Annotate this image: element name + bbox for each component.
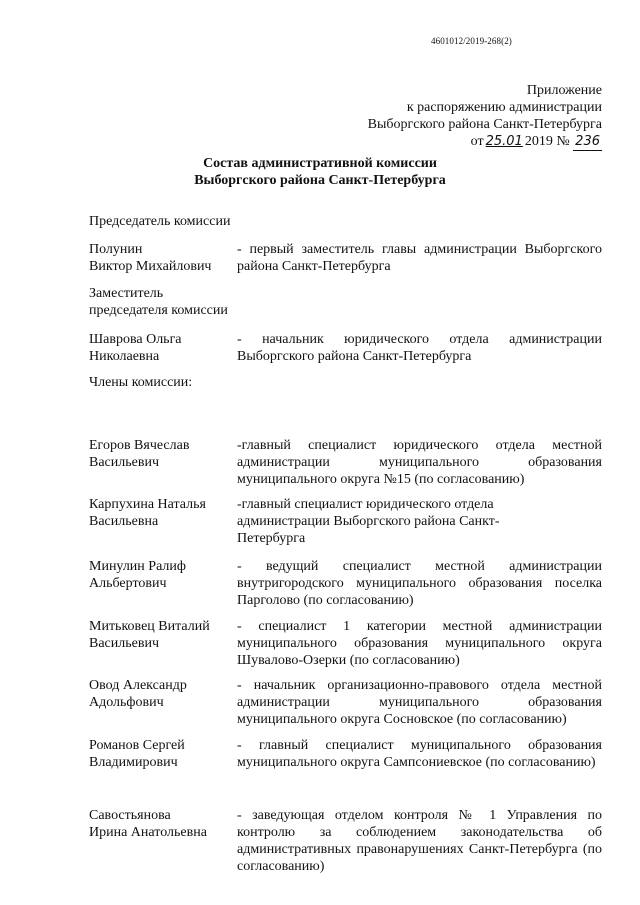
appendix-order-ref: к распоряжению администрации: [406, 100, 602, 115]
member-position: -главный специалист юридического отдела местной администрации муниципального образования муниципального округа №15 (по согласованию): [237, 438, 602, 487]
deputy-label: [89, 285, 228, 319]
handwritten-number: 236: [575, 134, 600, 149]
member-name: [89, 331, 229, 365]
deputy-label-line-1: Заместитель: [89, 286, 164, 301]
member-position: - главный специалист муниципального образования муниципального округа Сампсониевское (по согласованию): [237, 738, 602, 770]
given-names: Альбертович: [89, 576, 167, 591]
surname: Митьковец Виталий: [89, 619, 210, 634]
title-line-2: Выборгского района Санкт-Петербурга: [194, 173, 446, 188]
given-names: Ирина Анатольевна: [89, 825, 207, 840]
member-position: - начальник организационно-правового отдела местной администрации муниципального образования муниципального округа Сосновское (по согласованию): [237, 678, 602, 727]
appendix-district: Выборгского района Санкт-Петербурга: [367, 117, 602, 132]
member-name: [89, 677, 229, 711]
surname: Егоров Вячеслав: [89, 438, 190, 453]
surname: Минулин Ралиф: [89, 559, 186, 574]
document-title: [0, 155, 640, 189]
surname: Романов Сергей: [89, 738, 185, 753]
surname: Савостьянова: [89, 808, 171, 823]
member-position: - специалист 1 категории местной администрации муниципального образования муниципального округа Шувалово-Озерки (по согласованию): [237, 619, 602, 668]
member-name: [89, 241, 229, 275]
given-names: Николаевна: [89, 349, 160, 364]
appendix-date-line: [368, 133, 602, 151]
document-number: 4601012/2019-268(2): [431, 36, 512, 46]
surname: Карпухина Наталья: [89, 497, 206, 512]
member-position: - ведущий специалист местной администрации внутригородского муниципального образования поселка Парголово (по согласованию): [237, 559, 602, 608]
title-line-1: Состав административной комиссии: [203, 156, 437, 171]
member-name: [89, 618, 229, 652]
member-name: [89, 558, 229, 592]
given-names: Владимирович: [89, 755, 178, 770]
handwritten-date: 25.01: [485, 134, 523, 149]
deputy-label-line-2: председателя комиссии: [89, 303, 228, 318]
surname: Овод Александр: [89, 678, 187, 693]
member-name: [89, 437, 229, 471]
member-name: [89, 807, 229, 841]
appendix-label: Приложение: [526, 83, 602, 98]
given-names: Виктор Михайлович: [89, 259, 212, 274]
member-position: -главный специалист юридического отдела администрации Выборгского района Санкт-Петербурга: [237, 497, 500, 546]
surname: Полунин: [89, 242, 143, 257]
appendix-header: [368, 82, 602, 151]
member-name: [89, 496, 229, 530]
surname: Шаврова Ольга: [89, 332, 182, 347]
member-position: - начальник юридического отдела администрации Выборгского района Санкт-Петербурга: [237, 332, 602, 364]
given-names: Васильевич: [89, 636, 159, 651]
year-number-label: 2019 №: [524, 134, 570, 149]
given-names: Васильевич: [89, 455, 159, 470]
member-position: - первый заместитель главы администрации Выборгского района Санкт-Петербурга: [237, 242, 602, 274]
given-names: Адольфович: [89, 695, 164, 710]
date-prefix: от: [470, 134, 484, 149]
given-names: Васильевна: [89, 514, 159, 529]
number-blank: [573, 133, 602, 151]
member-position: - заведующая отделом контроля № 1 Управления по контролю за соблюдением законодательства об административных правонарушениях Санкт-Петербурга (по согласованию): [237, 808, 602, 874]
members-label: Члены комиссии:: [89, 375, 193, 390]
chairman-label: Председатель комиссии: [89, 214, 231, 229]
member-name: [89, 737, 229, 771]
